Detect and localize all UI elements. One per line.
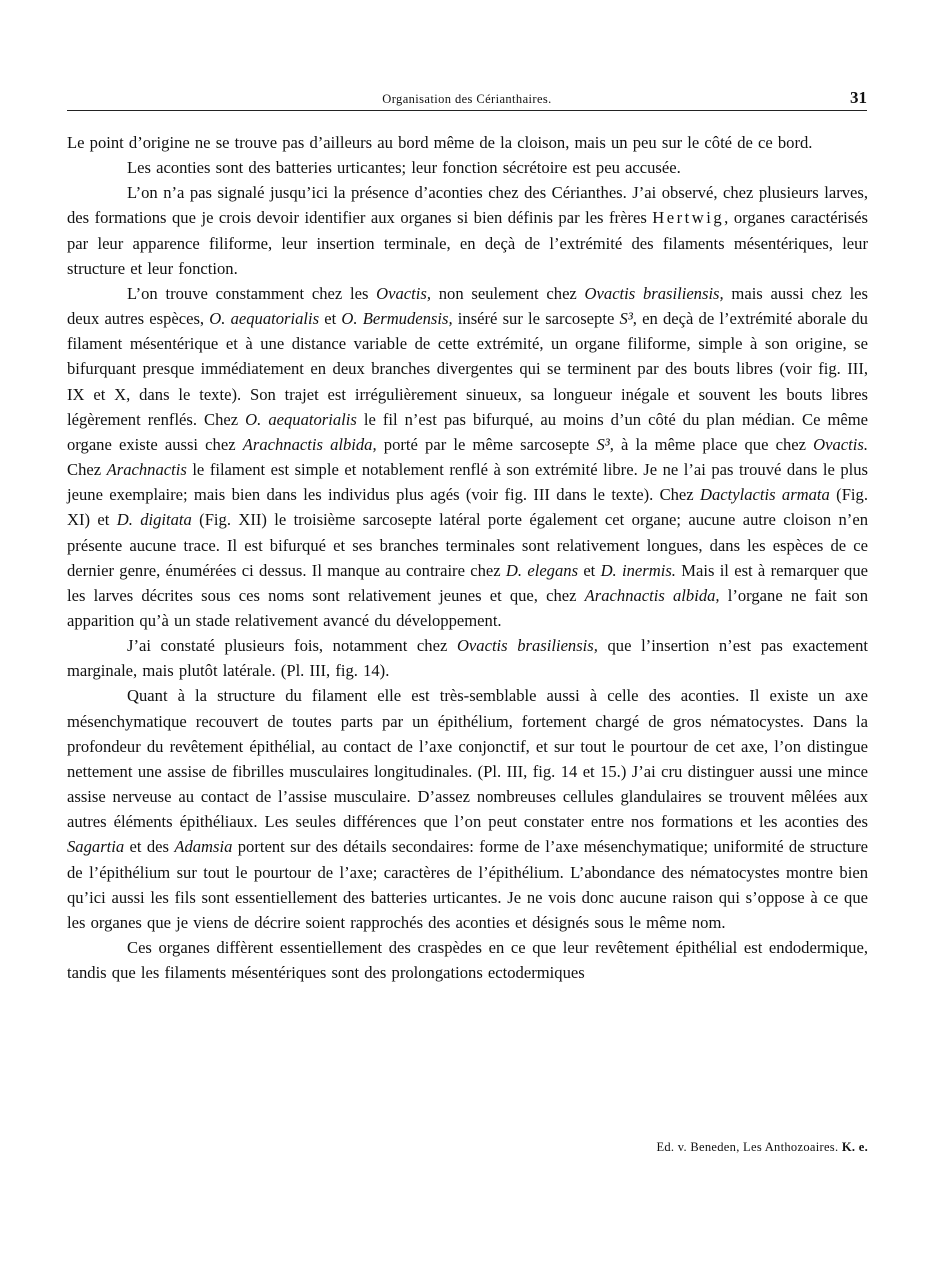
italic-term: S³ [596, 434, 610, 454]
text-run: inséré sur le sarcosepte [452, 309, 620, 329]
italic-term: O. Bermudensis, [341, 309, 453, 329]
text-run: L’on n’a pas signalé jusqu’ici la présence d’aconties chez des Cérianthes. J’ai observé, chez plusieurs larves, des formations que je crois devoir identifier aux organes si bien définis par les frères [67, 183, 868, 228]
text-run: , en deçà de l’extrémité aborale du filament mésentérique et à une distance variable de cette extrémité, un organe filiforme, simple à son origine, se bifurquant presque immédiatement en deux branches divergentes qui se terminent par des bouts libres (voir fig. III, IX et X, dans le texte). Son trajet est irrégulièrement sinueux, sa longueur inégale et souvent les bouts libres légèrement renflés. Chez [67, 309, 868, 429]
italic-term: Ovactis. [813, 434, 868, 454]
paragraph [67, 180, 868, 281]
paragraph [67, 935, 868, 985]
italic-term: Sagartia [67, 837, 125, 857]
running-title: Organisation des Cérianthaires. [382, 92, 552, 106]
italic-term: Ovactis brasiliensis, [456, 636, 598, 656]
text-run: le filament est simple et notablement renflé à son extrémité libre. Je ne l’ai pas trouvé dans le plus jeune exemplaire; mais bien dans les individus plus agés (voir fig. III dans le texte). Chez [67, 460, 868, 505]
text-run: (Fig. XI) et [67, 485, 868, 530]
italic-term: Dactylactis armata [700, 485, 830, 505]
paragraph [67, 155, 868, 180]
signature-line [576, 1140, 868, 1155]
text-run: le fil n’est pas bifurqué, au moins d’un côté du plan médian. Ce même organe existe aussi chez [67, 409, 868, 454]
text-run: Les aconties sont des batteries urticantes; leur fonction sécrétoire est peu accusée. [127, 158, 681, 178]
text-run: Ces organes diffèrent essentiellement des craspèdes en ce que leur revêtement épithélial est endodermique, tandis que les filaments mésentériques sont des prolongations ectodermiques [67, 938, 868, 983]
body-text [67, 130, 868, 985]
text-run: Mais il est à remarquer que les larves décrites sous ces noms sont relativement jeunes et que, chez [67, 560, 868, 605]
italic-term: Arachnactis albida, [584, 585, 720, 605]
italic-term: Ovactis, [376, 283, 431, 303]
paragraph [67, 633, 868, 683]
text-run: mais aussi chez les deux autres espèces, [67, 283, 869, 329]
paragraph [67, 130, 868, 155]
italic-term: Arachnactis albida, [242, 434, 377, 454]
text-run: et [319, 309, 342, 329]
text-run: (Fig. XII) le troisième sarcosepte latéral porte également cet organe; aucune autre cloison n’en présente aucune trace. Il est bifurqué et ses branches terminales sont relativement longues, dans les espèces de ce dernier genre, énumérées ci dessus. Il manque au contraire chez [67, 510, 868, 580]
text-run: et des [124, 837, 175, 857]
italic-term: O. aequatorialis [209, 309, 320, 329]
spaced-name: Hertwig [652, 208, 725, 228]
italic-term: Arachnactis [106, 460, 187, 480]
signature-mark: K. e. [841, 1140, 868, 1154]
text-run: portent sur des détails secondaires: forme de l’axe mésenchymatique; uniformité de structure de l’épithélium sur tout le pourtour de l’axe; caractères de l’épithélium. L’abondance des nématocystes montre bien qu’ici aussi les fils sont essentiellement des batteries urticantes. Je ne vois donc aucune raison qui s’oppose à ce que les organes que je viens de décrire soient rapprochés des aconties et désignés sous le même nom. [67, 837, 868, 932]
text-run: , à la même place que chez [609, 434, 814, 454]
italic-term: Adamsia [174, 837, 233, 857]
italic-term: D. digitata [116, 510, 192, 530]
text-run: et [578, 560, 601, 580]
italic-term: D. elegans [505, 560, 579, 580]
paragraph [67, 683, 868, 935]
italic-term: O. aequatorialis [245, 409, 357, 429]
text-run: non seulement chez [431, 283, 585, 303]
signature-author: Ed. v. Beneden, Les Anthozoaires. [656, 1140, 839, 1154]
text-run: Le point d’origine ne se trouve pas d’ailleurs au bord même de la cloison, mais un peu sur le côté de ce bord. [67, 133, 813, 152]
text-run: Quant à la structure du filament elle est très-semblable aussi à celle des aconties. Il existe un axe mésenchymatique recouvert de toutes parts par un épithélium, fortement chargé de gros nématocystes. Dans la profondeur du revêtement épithélial, au contact de l’axe conjonctif, et sur tout le pourtour de cet axe, l’on distingue nettement une assise de fibrilles musculaires longitudinales. (Pl. III, fig. 14 et 15.) J’ai cru distinguer aussi une mince assise nerveuse au contact de l’assise musculaire. D’assez nombreuses cellules glandulaires se trouvent mêlées aux autres éléments épithéliaux. Les seules différences que l’on peut constater entre nos formations et les aconties des [67, 686, 868, 832]
italic-term: S³ [619, 309, 633, 329]
text-run: que l’insertion n’est pas exactement marginale, mais plutôt latérale. (Pl. III, fig. 14). [67, 636, 868, 681]
page-number: 31 [850, 88, 867, 107]
text-run: porté par le même sarcosepte [376, 434, 597, 454]
paragraph [67, 281, 868, 633]
text-run: Chez [67, 460, 107, 480]
running-head [67, 90, 867, 111]
text-run: L’on trouve constamment chez les [127, 283, 377, 303]
italic-term: Ovactis brasiliensis, [584, 283, 724, 303]
italic-term: D. inermis. [600, 560, 676, 580]
text-run: J’ai constaté plusieurs fois, notamment chez [127, 636, 457, 656]
text-run: , organes caractérisés par leur apparence filiforme, leur insertion terminale, en deçà de l’extrémité des filaments mésentériques, leur structure et leur fonction. [67, 208, 868, 278]
text-run: l’organe ne fait son apparition qu’à un stade relativement avancé du développement. [67, 585, 868, 630]
